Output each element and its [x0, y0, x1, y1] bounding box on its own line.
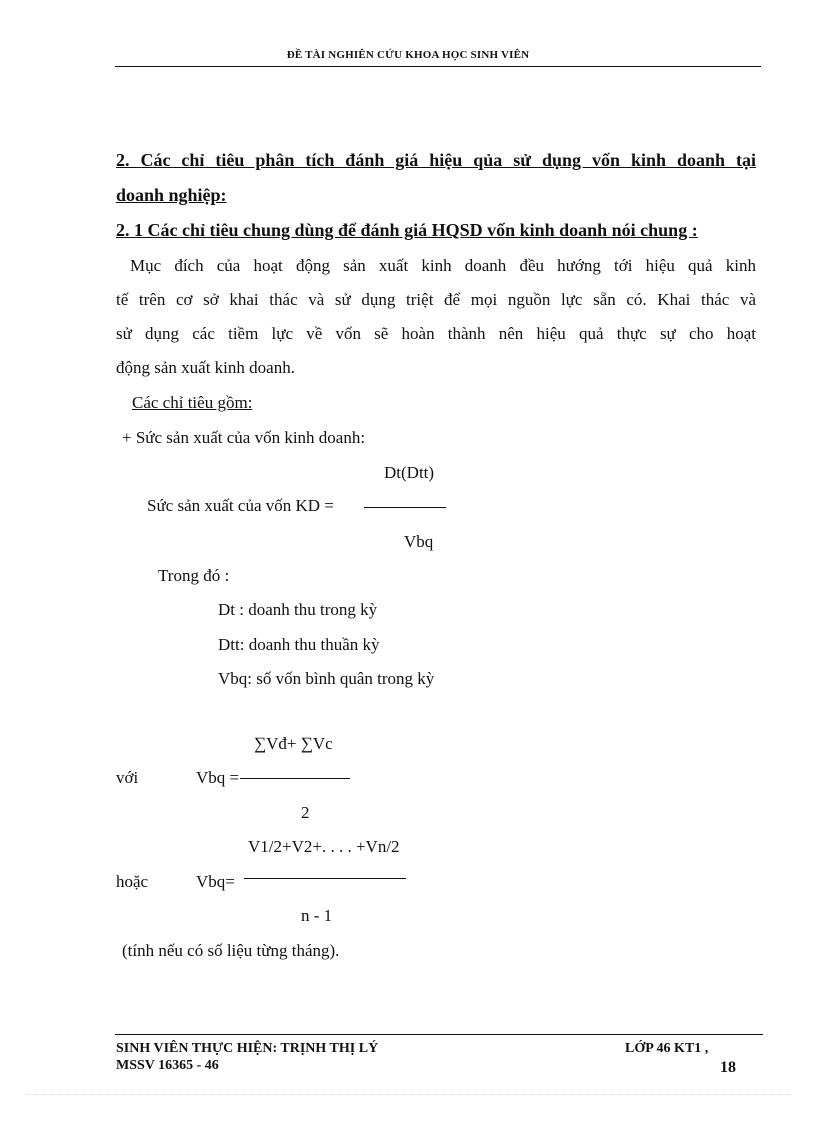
footer-mssv: MSSV 16365 - 46 — [116, 1058, 219, 1073]
footer-class: LỚP 46 KT1 , — [625, 1041, 709, 1056]
formula2-lhs: Vbq = — [196, 768, 240, 787]
where-label: Trong đó : — [158, 566, 230, 585]
paragraph-line-3: sử dụng các tiềm lực về vốn sẽ hoàn thành nên hiệu quả thực sự cho hoạt — [116, 324, 756, 343]
formula3-lhs: Vbq= — [196, 872, 235, 891]
formula3-prefix: hoặc — [116, 872, 149, 891]
formula2-numerator: ∑Vđ+ ∑Vc — [254, 734, 333, 753]
formula2-denominator: 2 — [301, 803, 310, 822]
footer-student: SINH VIÊN THỰC HIỆN: TRỊNH THỊ LÝ — [116, 1041, 379, 1056]
formula3-denominator: n - 1 — [301, 906, 333, 925]
definition-dt: Dt : doanh thu trong kỳ — [218, 600, 378, 619]
formula1-denominator: Vbq — [404, 532, 434, 551]
formula2-fraction-bar — [240, 778, 350, 779]
section-heading-line2: doanh nghiệp: — [116, 185, 227, 205]
page-number: 18 — [720, 1059, 736, 1076]
footer-divider — [115, 1034, 763, 1035]
formula2-prefix: với — [116, 768, 139, 787]
formula3-numerator: V1/2+V2+. . . . +Vn/2 — [248, 837, 400, 856]
section-heading-line1: 2. Các chỉ tiêu phân tích đánh giá hiệu qủa sử dụng vốn kinh doanh tại — [116, 150, 756, 170]
definition-dtt: Dtt: doanh thu thuần kỳ — [218, 635, 380, 654]
page-bottom-dotted-border — [25, 1094, 791, 1095]
header-title: ĐỀ TÀI NGHIÊN CỨU KHOA HỌC SINH VIÊN — [286, 49, 530, 61]
definition-vbq: Vbq: số vốn bình quân trong kỳ — [218, 669, 435, 688]
header-divider — [115, 66, 761, 67]
paragraph-line-2: tế trên cơ sở khai thác và sử dụng triệt để mọi nguồn lực sẵn có. Khai thác và — [116, 290, 756, 309]
indicators-label: Các chỉ tiêu gồm: — [132, 393, 253, 412]
formula3-fraction-bar — [244, 878, 406, 879]
paragraph-line-1: Mục đích của hoạt động sản xuất kinh doanh đều hướng tới hiệu quả kinh — [130, 256, 756, 275]
indicator-item-1: + Sức sản xuất của vốn kinh doanh: — [122, 428, 366, 447]
paragraph-line-4: động sản xuất kinh doanh. — [116, 358, 295, 377]
formula1-lhs: Sức sản xuất của vốn KD = — [147, 496, 334, 515]
subsection-heading: 2. 1 Các chỉ tiêu chung dùng để đánh giá HQSD vốn kinh doanh nói chung : — [116, 220, 698, 240]
formula1-fraction-bar — [364, 507, 446, 508]
note-monthly-data: (tính nếu có số liệu từng tháng). — [122, 941, 340, 960]
formula1-numerator: Dt(Dtt) — [384, 463, 435, 482]
